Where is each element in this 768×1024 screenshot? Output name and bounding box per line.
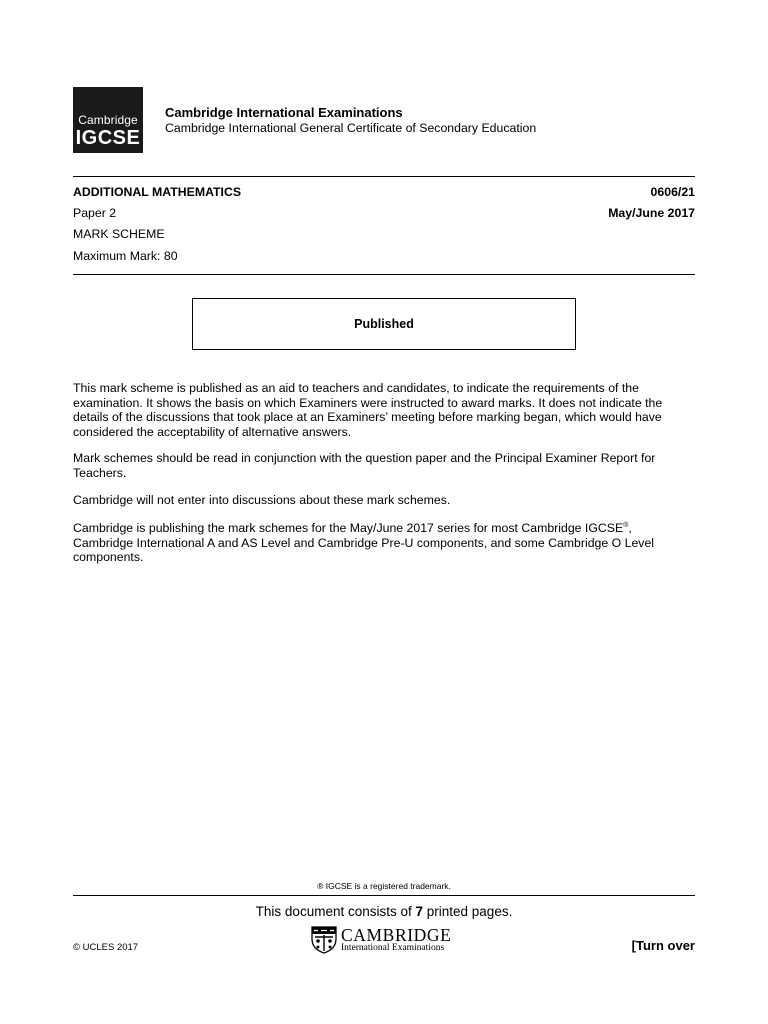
syllabus-code: 0606/21 [650,185,695,199]
intro-line: This mark scheme is published as an aid to teachers and candidates, to indicate the requirements of the [73,381,639,395]
top-divider [73,176,695,177]
organisation-title: Cambridge International Examinations [165,105,403,120]
logo-igcse-text: IGCSE [75,127,141,149]
subject-title: ADDITIONAL MATHEMATICS [73,185,242,199]
page-count-number: 7 [415,904,424,919]
copyright-notice: © UCLES 2017 [73,942,139,953]
conjunction-line: Teachers. [73,465,127,480]
publishing-line-text: Cambridge is publishing the mark schemes for the May/June 2017 series for most Cambridge IGCSE [73,521,624,535]
page-count-prefix: This document consists of [255,904,416,919]
discussion-paragraph [73,493,695,508]
cambridge-wordmark-subtitle: International Examinations [341,943,445,953]
logo-cambridge-text: Cambridge [78,113,138,127]
footer-divider [73,895,695,896]
publishing-paragraph [73,521,695,565]
conjunction-paragraph [73,451,695,480]
publishing-line [73,521,695,536]
exam-session: May/June 2017 [608,206,695,220]
intro-line: details of the discussions that took place at an Examiners’ meeting before marking began, which would have [73,410,662,424]
paper-number: Paper 2 [73,206,117,220]
maximum-mark: Maximum Mark: 80 [73,249,178,263]
status-box [192,298,576,350]
publishing-line: components. [73,550,144,564]
discussion-line: Cambridge will not enter into discussions about these mark schemes. [73,493,451,507]
intro-paragraph [73,381,695,439]
organisation-subtitle: Cambridge International General Certificate of Secondary Education [165,121,537,135]
meta-divider [73,274,695,275]
publishing-line: Cambridge International A and AS Level and Cambridge Pre-U components, and some Cambridge O Level [73,535,655,550]
cambridge-igcse-logo [73,87,143,153]
conjunction-line: Mark schemes should be read in conjunction with the question paper and the Principal Examiner Report for [73,451,656,465]
turn-over-label: [Turn over [631,938,695,953]
page-count-suffix: printed pages. [423,904,513,919]
status-label: Published [354,317,414,331]
intro-line: considered the acceptability of alternative answers. [73,424,352,439]
page-count-line [73,904,695,919]
intro-line: examination. It shows the basis on which Examiners were instructed to award marks. It does not indicate the [73,395,663,410]
publishing-line-comma: , [628,521,632,535]
document-type: MARK SCHEME [73,227,165,241]
cambridge-wordmark: CAMBRIDGE [341,925,452,945]
trademark-notice: ® IGCSE is a registered trademark. [317,881,451,891]
cambridge-crest-icon [311,926,337,954]
registered-mark: ® [623,521,629,529]
